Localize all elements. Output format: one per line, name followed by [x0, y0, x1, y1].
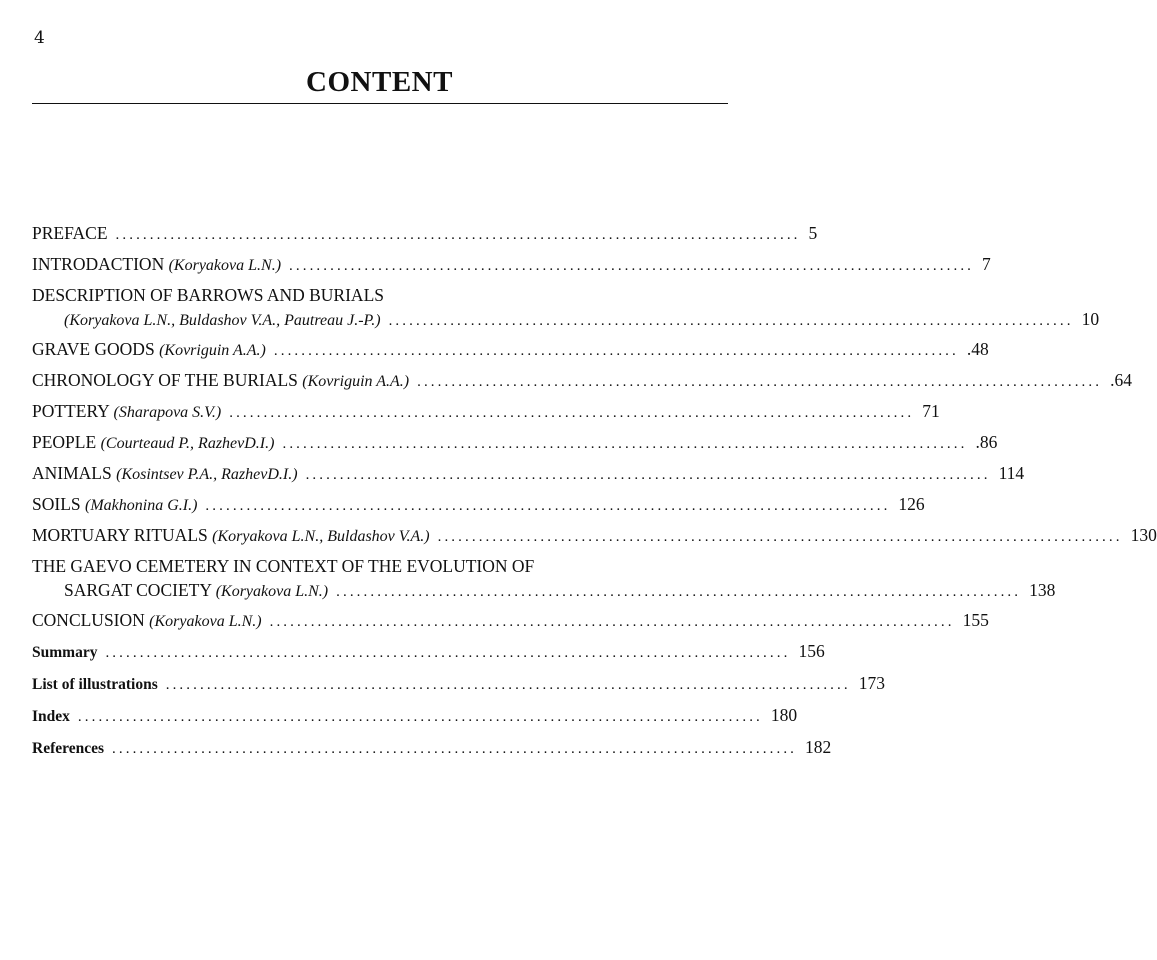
toc-entry-author: (Kosintsev P.A., RazhevD.I.)	[116, 466, 298, 483]
toc-entry-introdaction[interactable]	[32, 252, 991, 283]
toc-entry-page: .86	[975, 432, 998, 452]
toc-entry-title: DESCRIPTION OF BARROWS AND BURIALS	[32, 285, 384, 305]
toc-entry-author: (Sharapova S.V.)	[113, 404, 222, 421]
toc-entry-title: Summary	[32, 644, 98, 661]
toc-entry-title: GRAVE GOODS	[32, 339, 155, 359]
toc-entry-page: 182	[805, 737, 832, 757]
toc-entry-title: References	[32, 740, 105, 757]
leader-dots: ....................................................................................................	[165, 677, 851, 693]
toc-entry-page: 71	[922, 401, 940, 421]
toc-entry-page: 180	[770, 705, 798, 725]
toc-entry-author: (Koryakova L.N.)	[215, 583, 329, 600]
toc-entry-title-wrap	[32, 252, 281, 278]
toc-entry-preface[interactable]	[32, 221, 818, 252]
toc-entry-grave-goods[interactable]	[32, 337, 989, 368]
toc-entry-people[interactable]	[32, 430, 998, 461]
leader-dots: ....................................................................................................	[273, 343, 959, 359]
toc-entry-author: (Courteaud P., RazhevD.I.)	[100, 435, 275, 452]
toc-entry-title: PREFACE	[32, 223, 108, 243]
toc-entry-page: 10	[1081, 309, 1100, 329]
toc-entry-page: .64	[1110, 370, 1132, 390]
table-of-contents	[32, 221, 1157, 767]
toc-entry-list-of-illustrations[interactable]	[32, 671, 885, 703]
leader-dots: ....................................................................................................	[305, 467, 991, 483]
toc-entry-page: 7	[982, 254, 991, 274]
leader-dots: ....................................................................................................	[282, 436, 968, 452]
toc-entry-title-wrap	[64, 578, 328, 604]
toc-entry-title: MORTUARY RITUALS	[32, 525, 208, 545]
toc-entry-description-of-barrows[interactable]	[32, 283, 1100, 337]
toc-entry-page: 114	[998, 463, 1025, 483]
toc-entry-animals[interactable]	[32, 461, 1025, 492]
toc-entry-references[interactable]	[32, 735, 832, 767]
toc-entry-title: List of illustrations	[32, 676, 158, 693]
toc-entry-page: 156	[798, 641, 825, 661]
toc-entry-title-wrap	[32, 523, 430, 549]
toc-entry-title: Index	[32, 708, 70, 725]
toc-entry-page: 5	[808, 223, 818, 243]
toc-entry-page: 126	[898, 494, 925, 514]
leader-dots: ....................................................................................................	[205, 498, 891, 514]
toc-entry-title-wrap	[32, 461, 298, 487]
leader-dots: ....................................................................................................	[112, 741, 798, 757]
toc-entry-mortuary-rituals[interactable]	[32, 523, 1157, 554]
toc-entry-title: POTTERY	[32, 401, 110, 421]
toc-entry-title-wrap	[32, 608, 262, 634]
toc-entry-summary[interactable]	[32, 639, 825, 671]
toc-entry-title: PEOPLE	[32, 432, 97, 452]
toc-entry-author: (Kovriguin A.A.)	[302, 373, 410, 390]
toc-entry-pottery[interactable]	[32, 399, 940, 430]
toc-entry-title-wrap	[32, 337, 266, 363]
toc-entry-author: (Koryakova L.N., Buldashov V.A., Pautreau J.-P.)	[64, 312, 381, 329]
leader-dots: ....................................................................................................	[437, 529, 1123, 545]
toc-entry-title: ANIMALS	[32, 463, 112, 483]
leader-dots: ....................................................................................................	[77, 709, 763, 725]
toc-entry-page: 173	[858, 673, 885, 693]
leader-dots: ....................................................................................................	[336, 584, 1022, 600]
toc-entry-page: .48	[966, 339, 989, 359]
toc-entry-title-line2: SARGAT COCIETY	[64, 580, 212, 600]
toc-entry-chronology[interactable]	[32, 368, 1132, 399]
toc-entry-index[interactable]	[32, 703, 798, 735]
toc-entry-title-wrap	[32, 430, 274, 456]
toc-entry-author: (Koryakova L.N.)	[149, 613, 262, 630]
toc-entry-author: (Kovriguin A.A.)	[159, 342, 266, 359]
toc-entry-title: CONCLUSION	[32, 610, 145, 630]
toc-entry-author: (Makhonina G.I.)	[85, 497, 198, 514]
toc-entry-soils[interactable]	[32, 492, 925, 523]
leader-dots: ....................................................................................................	[115, 227, 801, 243]
leader-dots: ....................................................................................................	[289, 258, 975, 274]
toc-entry-title-wrap	[32, 368, 409, 394]
toc-entry-title-wrap	[32, 399, 221, 425]
toc-entry-title: INTRODACTION	[32, 254, 165, 274]
toc-entry-title: SOILS	[32, 494, 81, 514]
toc-entry-author: (Koryakova L.N., Buldashov V.A.)	[212, 528, 430, 545]
toc-entry-gaevo-cemetery[interactable]	[32, 554, 1056, 608]
toc-entry-author: (Koryakova L.N.)	[168, 257, 282, 274]
leader-dots: ....................................................................................................	[105, 645, 791, 661]
toc-entry-page: 155	[962, 610, 989, 630]
toc-entry-conclusion[interactable]	[32, 608, 989, 639]
leader-dots: ....................................................................................................	[229, 405, 915, 421]
toc-entry-page: 138	[1029, 580, 1056, 600]
title-divider	[32, 103, 728, 104]
toc-entry-title: THE GAEVO CEMETERY IN CONTEXT OF THE EVOLUTION OF	[32, 556, 535, 576]
page-number: 4	[34, 28, 45, 48]
page-title: CONTENT	[306, 66, 453, 98]
toc-entry-title-wrap	[32, 492, 197, 518]
leader-dots: ....................................................................................................	[388, 313, 1074, 329]
toc-entry-title: CHRONOLOGY OF THE BURIALS	[32, 370, 298, 390]
leader-dots: ....................................................................................................	[417, 374, 1103, 390]
toc-entry-page: 130	[1130, 525, 1157, 545]
leader-dots: ....................................................................................................	[269, 614, 955, 630]
